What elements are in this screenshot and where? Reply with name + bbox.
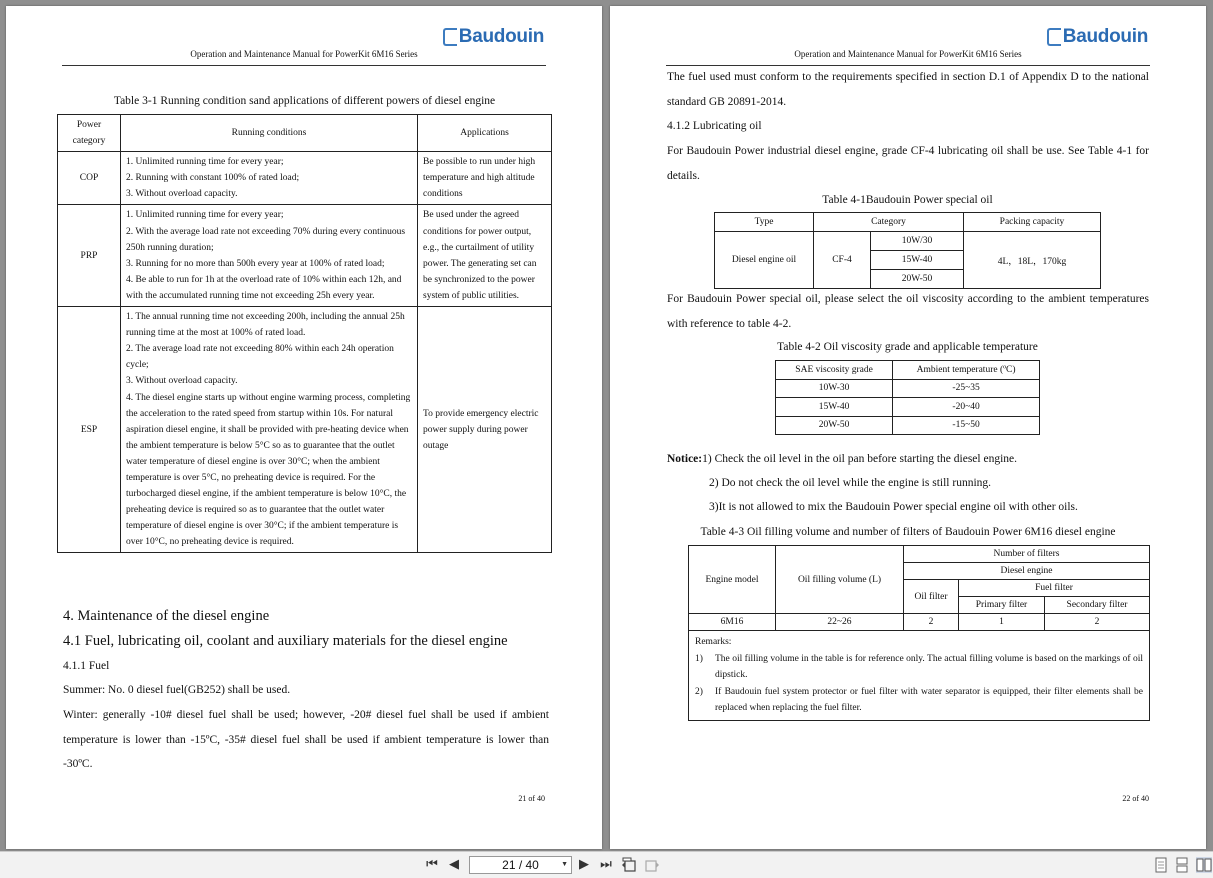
table-4-2-caption: Table 4-2 Oil viscosity grade and applicable temperature	[777, 341, 1038, 353]
applications-cell: To provide emergency electric power supply during power outage	[418, 307, 552, 553]
winter-fuel-paragraph: Winter: generally -10# diesel fuel shall be used; however, -20# diesel fuel shall be used if ambient temperature is lower than -15ºC, -35# diesel fuel shall be used if ambient temperature is lower than -30ºC.	[63, 709, 549, 771]
remark-item	[695, 684, 1143, 717]
summer-fuel-paragraph: Summer: No. 0 diesel fuel(GB252) shall be used.	[63, 684, 291, 696]
table-cell: 2	[904, 614, 959, 631]
table-row	[776, 379, 1040, 398]
table-4-3-caption: Table 4-3 Oil filling volume and number of filters of Baudouin Power 6M16 diesel engine	[700, 526, 1116, 538]
remark-item	[695, 651, 1143, 684]
packing-capacity-cell: 4L，18L，170kg	[964, 232, 1101, 289]
table-header-cell: Running conditions	[121, 115, 418, 152]
table-header-cell: Packing capacity	[964, 213, 1101, 232]
table-cell: 6M16	[689, 614, 776, 631]
condition-line: 2. Running with constant 100% of rated load;	[126, 173, 300, 184]
viscosity-paragraph: For Baudouin Power special oil, please select the oil viscosity according to the ambient temperatures with reference to table 4-2.	[667, 293, 1149, 330]
oil-category-cell: CF-4	[814, 232, 871, 289]
power-category-cell: COP	[58, 152, 121, 205]
logo-text: Baudouin	[458, 26, 544, 47]
logo-mark-icon	[443, 28, 457, 46]
condition-line: 1. The annual running time not exceeding 200h, including the annual 25h running time at the most at 100% of rated load.	[126, 312, 405, 339]
conditions-cell	[121, 307, 418, 553]
table-4-1-caption: Table 4-1Baudouin Power special oil	[822, 194, 993, 206]
table-cell: 2	[1045, 614, 1150, 631]
notice-line	[667, 453, 1017, 465]
conditions-cell	[121, 205, 418, 307]
condition-line: 1. Unlimited running time for every year;	[126, 210, 284, 221]
section-4-heading: 4. Maintenance of the diesel engine	[63, 608, 270, 624]
table-cell: 15W-40	[776, 398, 893, 417]
remarks-row	[689, 631, 1150, 721]
table-header-cell: Category	[814, 213, 964, 232]
table-3-1	[57, 114, 552, 553]
table-header-cell: Ambient temperature (ºC)	[893, 361, 1040, 380]
table-cell: 1	[959, 614, 1045, 631]
table-4-1	[714, 212, 1101, 289]
table-cell: -15~50	[893, 416, 1040, 435]
table-header-cell: Number of filters	[904, 546, 1150, 563]
table-header-cell: Power category	[58, 115, 121, 152]
applications-cell: Be used under the agreed conditions for power output, e.g., the curtailment of utility power. The generating set can be synchronized to the power system of public utilities.	[418, 205, 552, 307]
logo-mark-icon	[1047, 28, 1061, 46]
section-4-1-2-heading: 4.1.2 Lubricating oil	[667, 120, 762, 132]
condition-line: 3. Without overload capacity.	[126, 189, 238, 200]
table-cell: 22~26	[776, 614, 904, 631]
section-4-1-1-heading: 4.1.1 Fuel	[63, 660, 110, 672]
running-header: Operation and Maintenance Manual for PowerKit 6M16 Series	[794, 49, 1022, 59]
table-header-cell: Oil filling volume (L)	[776, 546, 904, 614]
table-header-cell: Applications	[418, 115, 552, 152]
remark-text: The oil filling volume in the table is for reference only. The actual filling volume is based on the markings of oil dipstick.	[715, 653, 1143, 680]
condition-line: 2. The average load rate not exceeding 80% within each 24h operation cycle;	[126, 344, 394, 371]
table-4-2	[775, 360, 1040, 435]
page-number-input[interactable]	[469, 856, 572, 874]
power-category-cell: ESP	[58, 307, 121, 553]
condition-line: 1. Unlimited running time for every year;	[126, 157, 284, 168]
applications-cell: Be possible to run under high temperature and high altitude conditions	[418, 152, 552, 205]
table-row	[715, 232, 1101, 251]
running-header: Operation and Maintenance Manual for PowerKit 6M16 Series	[190, 49, 418, 59]
notice-item: 2) Do not check the oil level while the engine is still running.	[709, 477, 992, 489]
table-row	[58, 205, 552, 307]
table-cell: 10W-30	[776, 379, 893, 398]
single-page-view-icon[interactable]	[1155, 857, 1167, 873]
table-header-cell: Engine model	[689, 546, 776, 614]
table-header-row	[58, 115, 552, 152]
power-category-cell: PRP	[58, 205, 121, 307]
logo-text: Baudouin	[1062, 26, 1148, 47]
oil-type-cell: Diesel engine oil	[715, 232, 814, 289]
table-header-cell: Type	[715, 213, 814, 232]
notice-item: 1) Check the oil level in the oil pan before starting the diesel engine.	[702, 453, 1017, 465]
continuous-view-icon[interactable]	[1176, 857, 1188, 873]
condition-line: 4. The diesel engine starts up without engine warming process, completing the acceleration to the rated speed from startup within 10s. For natural aspiration diesel engine, it shall be provided with pre-heating device when the ambient temperature is below 5°C so as to guarantee that the outlet water temperature of diesel engine is over 30°C; when the ambient temperature is over 5°C, no preheating device is required. For the turbocharged diesel engine, if the ambient temperature is below 10°C, the preheating device is required so as to guarantee that the outlet water temperature of diesel engine is over 30°C; if the ambient temperature is over 10°C, no preheating device is required.	[126, 392, 411, 548]
table-row	[689, 614, 1150, 631]
table-4-3	[688, 545, 1150, 721]
table-row	[58, 152, 552, 205]
table-cell: -25~35	[893, 379, 1040, 398]
remarks-cell	[689, 631, 1150, 721]
table-header-cell: Primary filter	[959, 597, 1045, 614]
condition-line: 4. Be able to run for 1h at the overload rate of 10% within each 12h, and with the accumulated running time not exceeding 25h every year.	[126, 274, 402, 301]
table-cell: -20~40	[893, 398, 1040, 417]
conditions-cell	[121, 152, 418, 205]
oil-grade-cell: 10W/30	[871, 232, 964, 251]
header-rule	[62, 65, 546, 66]
two-page-view-icon[interactable]	[1196, 857, 1212, 873]
table-row	[776, 416, 1040, 435]
remark-number: 1)	[695, 653, 703, 664]
table-header-cell: Fuel filter	[959, 580, 1150, 597]
table-header-cell: Diesel engine	[904, 563, 1150, 580]
table-header-row	[715, 213, 1101, 232]
table-header-cell: Oil filter	[904, 580, 959, 614]
lubricating-oil-paragraph: For Baudouin Power industrial diesel engine, grade CF-4 lubricating oil shall be use. See Table 4-1 for details.	[667, 145, 1149, 182]
condition-line: 3. Running for no more than 500h every year at 100% of rated load;	[126, 258, 385, 269]
condition-line: 3. Without overload capacity.	[126, 376, 238, 387]
go-back-view-icon[interactable]	[621, 857, 637, 873]
page-number: 21 of 40	[518, 794, 545, 803]
baudouin-logo	[1047, 26, 1148, 48]
oil-grade-cell: 20W-50	[871, 270, 964, 289]
chevron-down-icon[interactable]: ▼	[561, 861, 568, 868]
notice-item: 3)It is not allowed to mix the Baudouin Power special engine oil with other oils.	[709, 501, 1078, 513]
page-number-value: 21 / 40	[502, 858, 539, 872]
remarks-label: Remarks:	[695, 637, 732, 647]
viewer-toolbar	[0, 851, 1213, 878]
notice-label: Notice:	[667, 453, 703, 465]
previous-page-icon[interactable]: ◀	[449, 857, 459, 872]
table-header-row	[689, 546, 1150, 563]
table-cell: 20W-50	[776, 416, 893, 435]
section-4-1-heading: 4.1 Fuel, lubricating oil, coolant and auxiliary materials for the diesel engine	[63, 633, 508, 649]
table-3-1-caption: Table 3-1 Running condition sand applications of different powers of diesel engine	[113, 95, 496, 107]
baudouin-logo	[443, 26, 544, 48]
next-page-icon[interactable]: ▶	[579, 857, 589, 872]
table-header-cell: SAE viscosity grade	[776, 361, 893, 380]
fuel-standard-paragraph: The fuel used must conform to the requirements specified in section D.1 of Appendix D to the national standard GB 20891-2014.	[667, 71, 1149, 108]
page-22	[610, 6, 1206, 849]
table-header-cell: Secondary filter	[1045, 597, 1150, 614]
remark-text: If Baudouin fuel system protector or fuel filter with water separator is equipped, their filter elements shall be replaced when replacing the fuel filter.	[715, 686, 1143, 713]
remark-number: 2)	[695, 686, 703, 697]
table-row	[776, 398, 1040, 417]
first-page-icon[interactable]: ⏮	[426, 857, 438, 872]
go-forward-view-icon[interactable]	[644, 857, 660, 873]
oil-grade-cell: 15W-40	[871, 251, 964, 270]
table-header-row	[776, 361, 1040, 380]
page-number: 22 of 40	[1122, 794, 1149, 803]
page-21	[6, 6, 602, 849]
table-row	[58, 307, 552, 553]
last-page-icon[interactable]: ⏭	[600, 857, 612, 872]
condition-line: 2. With the average load rate not exceeding 70% during every continuous 250h running duration;	[126, 226, 406, 253]
